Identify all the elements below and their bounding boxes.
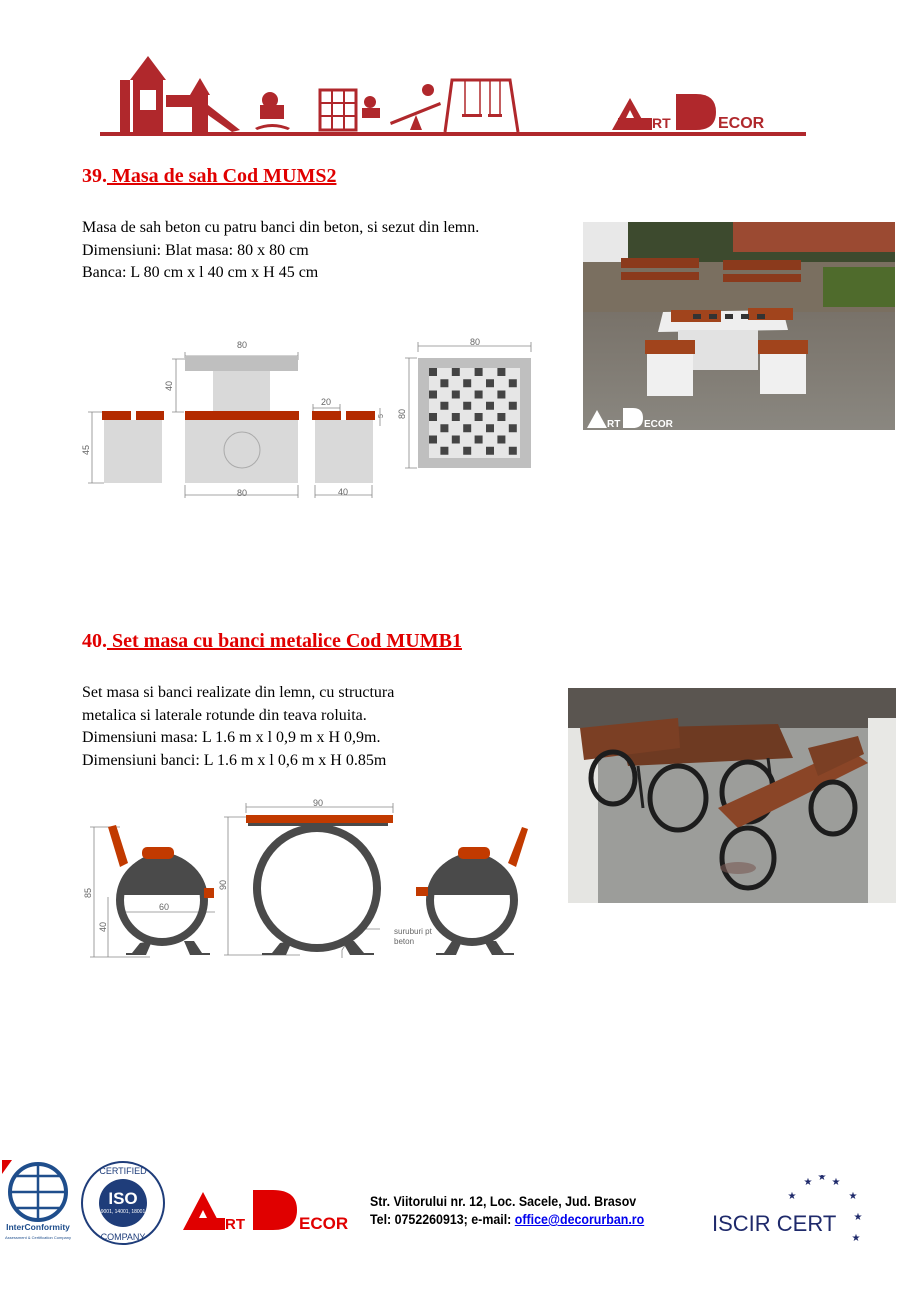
footer-artdecor-logo — [183, 1188, 363, 1232]
description-line: Masa de sah beton cu patru banci din beton, si sezut din lemn. — [82, 219, 480, 236]
chess-square — [509, 379, 517, 387]
chess-square — [486, 424, 494, 432]
description-line: Dimensiuni banci: L 1.6 m x l 0,6 m x H 0.85m — [82, 751, 387, 769]
dim-label: 20 — [320, 397, 332, 407]
dim-label: 60 — [158, 902, 170, 912]
svg-text:RT: RT — [652, 115, 671, 131]
description-line: metalica si laterale rotunde din teava roluita. — [82, 706, 367, 724]
dim-label: 80 — [469, 337, 481, 347]
product-title: Set masa cu banci metalice Cod MUMB1 — [107, 630, 462, 652]
svg-text:RT: RT — [225, 1216, 245, 1232]
iso-bottom-text: COMPANY — [100, 1232, 146, 1242]
interconformity-subtitle: Assessment & Certification Company — [4, 1235, 72, 1240]
product-title: Masa de sah Cod MUMS2 — [107, 165, 337, 187]
table-side-view — [246, 815, 393, 955]
metal-bench-set-technical-drawing — [80, 795, 540, 970]
chess-square — [475, 391, 483, 399]
dim-label: 40 — [164, 380, 174, 392]
bench-side-view-right — [416, 827, 528, 955]
product-39-heading — [82, 165, 336, 188]
svg-text:★: ★ — [803, 1177, 813, 1188]
note-label: suruburi pt — [394, 927, 432, 936]
bench-side-view-left — [108, 825, 214, 955]
dim-label: 45 — [81, 444, 91, 456]
iscir-cert-logo — [710, 1175, 870, 1245]
interconformity-name: InterConformity — [6, 1222, 70, 1232]
chess-square — [440, 402, 448, 410]
iso-top-text: CERTIFIED — [99, 1166, 147, 1176]
chess-square — [429, 436, 437, 444]
chess-square — [463, 379, 471, 387]
dim-label: 80 — [236, 340, 248, 350]
dim-label: 80 — [397, 408, 407, 420]
chess-square — [475, 436, 483, 444]
dim-label: 5 — [378, 414, 385, 418]
chess-square — [486, 447, 494, 455]
chess-square — [452, 413, 460, 421]
product-39-description — [82, 217, 479, 285]
chess-square — [452, 436, 460, 444]
product-40-heading — [82, 630, 462, 653]
chess-square — [497, 391, 505, 399]
chess-table-photo — [583, 222, 895, 430]
dim-label: 40 — [98, 921, 108, 933]
chess-square — [463, 447, 471, 455]
interconformity-logo — [2, 1160, 74, 1248]
svg-text:★: ★ — [851, 1233, 861, 1244]
svg-text:★: ★ — [853, 1212, 863, 1223]
chess-square — [497, 413, 505, 421]
chess-square — [475, 368, 483, 376]
chess-square — [463, 424, 471, 432]
chess-square — [486, 379, 494, 387]
chess-table-technical-drawing — [80, 330, 540, 505]
product-40-description — [82, 682, 394, 772]
header-banner — [100, 50, 806, 142]
svg-text:★: ★ — [817, 1175, 827, 1183]
chess-square — [497, 368, 505, 376]
chess-square — [463, 402, 471, 410]
svg-text:★: ★ — [848, 1191, 858, 1202]
email-link[interactable]: office@decorurban.ro — [514, 1212, 645, 1227]
description-line: Dimensiuni masa: L 1.6 m x l 0,9 m x H 0,9m. — [82, 729, 381, 746]
product-number: 39. — [82, 165, 107, 187]
svg-text:RT: RT — [607, 419, 621, 430]
product-number: 40. — [82, 630, 107, 652]
header-artdecor-logo — [612, 90, 778, 132]
company-contact — [370, 1193, 644, 1229]
description-line: Set masa si banci realizate din lemn, cu structura — [82, 684, 395, 701]
description-line: Banca: L 80 cm x l 40 cm x H 45 cm — [82, 264, 319, 281]
chess-square — [440, 379, 448, 387]
dim-label: 40 — [337, 487, 349, 497]
description-line: Dimensiuni: Blat masa: 80 x 80 cm — [82, 241, 309, 259]
chess-square — [429, 391, 437, 399]
chess-square — [429, 413, 437, 421]
note-label: beton — [394, 937, 415, 946]
chess-square — [509, 424, 517, 432]
address: Str. Viitorului nr. 12, Loc. Sacele, Jud. Brasov — [370, 1194, 637, 1209]
chess-square — [440, 424, 448, 432]
chess-square — [475, 413, 483, 421]
iso-text: ISO — [108, 1189, 138, 1208]
chess-square — [509, 402, 517, 410]
svg-text:★: ★ — [831, 1177, 841, 1188]
dim-label: 80 — [236, 488, 248, 498]
chess-square — [429, 368, 437, 376]
dim-label: 85 — [83, 887, 93, 899]
dim-label: 90 — [218, 879, 228, 891]
svg-text:ECOR: ECOR — [644, 419, 673, 430]
chess-square — [509, 447, 517, 455]
svg-text:ECOR: ECOR — [718, 115, 765, 132]
phone: Tel: 0752260913; e-mail: — [370, 1212, 515, 1227]
dim-label: 90 — [312, 798, 324, 808]
chess-square — [486, 402, 494, 410]
chess-square — [452, 391, 460, 399]
iscir-text: ISCIR CERT — [712, 1211, 837, 1236]
metal-bench-set-photo — [568, 688, 896, 903]
iso-standards: 9001, 14001, 18001 — [100, 1209, 146, 1215]
chess-square — [440, 447, 448, 455]
iso-certified-seal — [80, 1158, 166, 1248]
svg-text:ECOR: ECOR — [299, 1214, 349, 1232]
chess-square — [452, 368, 460, 376]
svg-text:★: ★ — [787, 1191, 797, 1202]
chess-square — [497, 436, 505, 444]
